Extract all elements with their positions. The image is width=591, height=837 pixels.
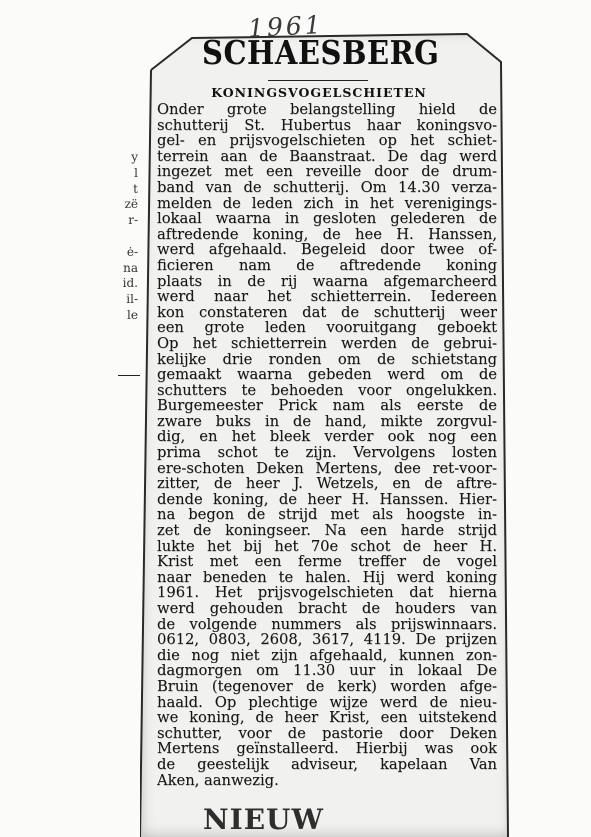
margin-fragment: le <box>127 307 138 322</box>
margin-fragment <box>112 229 138 245</box>
headline-divider <box>268 80 368 81</box>
article-line: de geestelijk adviseur, kapelaan Van <box>157 756 497 773</box>
article-line: schutter, voor de pastorie door Deken <box>157 725 497 742</box>
margin-fragment: zë <box>124 197 138 212</box>
article-line: zet de koningseer. Na een harde strijd <box>157 523 497 539</box>
handwritten-year-note: 1961 <box>247 10 325 43</box>
article-line: gel- en prijsvogelschieten op het schiet- <box>157 133 497 149</box>
margin-fragment: na <box>123 260 138 275</box>
article-line: ficieren nam de aftredende koning <box>157 257 497 274</box>
article-line: die nog niet zijn afgehaald, kunnen zon- <box>157 647 497 664</box>
article-line: werd gehouden bracht de houders van <box>157 601 497 617</box>
margin-fragment: ė- <box>126 244 138 259</box>
article-line: plaats in de rij waarna afgemarcheerd <box>157 273 497 290</box>
article-line: een grote leden vooruitgang geboekt <box>157 320 497 336</box>
margin-fragment: t <box>133 181 138 196</box>
article-line: lokaal waarna in gesloten gelederen de <box>157 211 497 227</box>
article-line: de volgende nummers als prijswinnaars. <box>157 616 497 633</box>
article-line: lukte het bij het 70e schot de heer H. <box>157 538 497 555</box>
article-line: kon constateren dat de schutterij weer <box>157 304 497 321</box>
article-line: melden de leden zich in het verenigings- <box>157 195 497 212</box>
article-line: zware buks in de hand, mikte zorgvul- <box>157 413 497 430</box>
next-article-headline-fragment: NIEUW <box>203 803 324 836</box>
margin-fragment: y <box>131 150 138 164</box>
article-line: prima schot te zijn. Vervolgens losten <box>157 445 497 461</box>
article-line: ere-schoten Deken Mertens, dee ret-voor- <box>157 460 497 477</box>
article-line: terrein aan de Baanstraat. De dag werd <box>157 148 497 165</box>
article-line: schutterij St. Hubertus haar koningsvo- <box>157 117 497 134</box>
article-line: we koning, de heer Krist, een uitstekend <box>157 710 497 726</box>
margin-fragment: r- <box>128 213 138 228</box>
margin-fragment: il- <box>126 292 138 307</box>
article-line: Onder grote belangstelling hield de <box>157 102 497 118</box>
margin-rule <box>118 375 140 376</box>
article-line: 1961. Het prijsvogelschieten dat hierna <box>157 585 497 601</box>
article-line: Burgemeester Prick nam als eerste de <box>157 398 497 414</box>
article-line: dig, en het bleek verder ook nog een <box>157 429 497 446</box>
adjacent-column-fragments <box>112 150 138 324</box>
article-line: werd naar het schietterrein. Iedereen <box>157 289 497 305</box>
article-line: werd afgehaald. Begeleid door twee of- <box>157 242 497 258</box>
margin-fragment: l <box>134 165 138 180</box>
article-line: dende koning, de heer H. Hanssen. Hier- <box>157 491 497 508</box>
margin-fragment: id. <box>122 276 138 291</box>
article-line: Krist met een ferme treffer de vogel <box>157 554 497 570</box>
article-subheadline: KONINGSVOGELSCHIETEN <box>211 85 427 100</box>
article-line: na begon de strijd met als hoogste in- <box>157 507 497 524</box>
article-line: schutters te behoeden voor ongelukken. <box>157 382 497 399</box>
article-line: haald. Op plechtige wijze werd de nieu- <box>157 694 497 711</box>
article-line: aftredende koning, de hee H. Hanssen, <box>157 226 497 243</box>
article-headline: SCHAESBERG <box>202 33 440 73</box>
article-line: zitter, de heer J. Wetzels, en de aftre- <box>157 476 497 492</box>
article-line: dagmorgen om 11.30 uur in lokaal De <box>157 663 497 679</box>
article-line: 0612, 0803, 2608, 3617, 4119. De prijzen <box>157 632 497 648</box>
article-line: band van de schutterij. Om 14.30 verza- <box>157 179 497 196</box>
article-line: naar beneden te halen. Hij werd koning <box>157 569 497 586</box>
article-line: gemaakt waarna gebeden werd om de <box>157 367 497 383</box>
article-line: kelijke drie ronden om de schietstang <box>157 351 497 368</box>
article-line: Mertens geïnstalleerd. Hierbij was ook <box>157 741 497 757</box>
article-line: ingezet met een reveille door de drum- <box>157 164 497 180</box>
article-line: Bruin (tegenover de kerk) worden afge- <box>157 678 497 695</box>
article-line: Aken, aanwezig. <box>157 772 279 789</box>
article-line: Op het schietterrein werden de gebrui- <box>157 335 497 352</box>
article-body <box>157 102 497 788</box>
